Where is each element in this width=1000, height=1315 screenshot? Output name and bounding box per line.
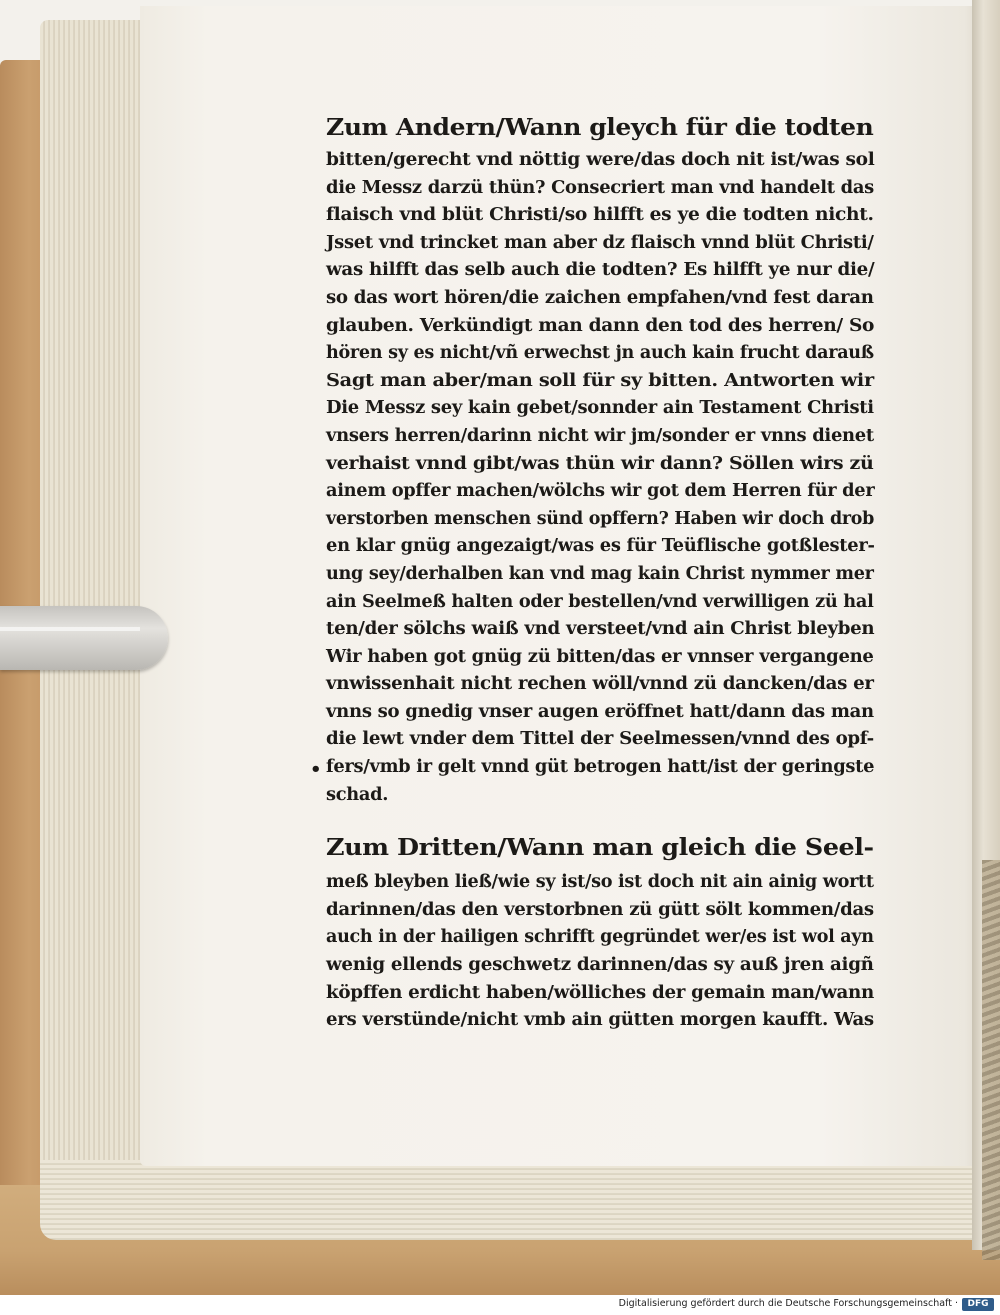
text-line: ers verstünde/nicht vmb ain gütten morgen kaufft. Was <box>326 1009 874 1031</box>
text-line: hören sy es nicht/vñ erwechst jn auch kain frucht darauß <box>326 342 874 364</box>
text-line: Zum Andern/Wann gleych für die todten <box>326 114 874 141</box>
text-line: vnsers herren/darinn nicht wir jm/sonder er vnns dienet <box>326 424 874 446</box>
page-holder-clip <box>0 606 168 670</box>
spine-binding <box>982 860 1000 1260</box>
text-line: schad. <box>326 783 389 805</box>
text-line: ainem opffer machen/wölchs wir got dem Herren für der <box>326 480 875 502</box>
text-line: fers/vmb ir gelt vnnd güt betrogen hatt/ist der geringste <box>326 756 875 778</box>
footer-bar <box>0 1295 1000 1315</box>
text-line: wenig ellends geschwetz darinnen/das sy auß jren aigñ <box>326 954 874 976</box>
text-line: bitten/gerecht vnd nöttig were/das doch nit ist/was sol <box>326 149 875 170</box>
paragraph-zum-andern <box>310 110 886 808</box>
paragraph-zum-dritten <box>326 828 886 1034</box>
dfg-logo: DFG <box>962 1298 994 1311</box>
text-line: was hilfft das selb auch die todten? Es hilfft ye nur die/ <box>326 259 875 281</box>
text-line: darinnen/das den verstorbnen zü gütt sölt kommen/das <box>326 898 874 920</box>
text-line: Sagt man aber/man soll für sy bitten. Antworten wir <box>326 369 874 391</box>
text-line: verstorben menschen sünd opffern? Haben wir doch drob <box>326 507 875 529</box>
text-line: flaisch vnd blüt Christi/so hilfft es ye die todten nicht. <box>326 204 874 226</box>
text-line: en klar gnüg angezaigt/was es für Teüflische gotßlester- <box>326 535 875 557</box>
text-line: ain Seelmeß halten oder bestellen/vnd verwilligen zü hal <box>326 590 874 612</box>
margin-marker: • <box>310 759 322 780</box>
funding-credit: Digitalisierung gefördert durch die Deutsche Forschungsgemeinschaft · <box>618 1298 958 1309</box>
text-line: verhaist vnnd gibt/was thün wir dann? Söllen wirs zü <box>326 452 874 474</box>
text-line: ten/der sölchs waiß vnd versteet/vnd ain Christ bleyben <box>326 618 875 640</box>
text-line: Wir haben got gnüg zü bitten/das er vnnser vergangene <box>326 645 874 667</box>
page-stack-bottom-edge <box>40 1160 1000 1240</box>
text-line: meß bleyben ließ/wie sy ist/so ist doch nit ain ainig wortt <box>326 871 874 893</box>
text-line: Zum Dritten/Wann man gleich die Seel- <box>326 834 874 862</box>
text-line: glauben. Verkündigt man dann den tod des herren/ So <box>326 314 875 336</box>
text-line: Jsset vnd trincket man aber dz flaisch vnnd blüt Christi/ <box>326 231 874 253</box>
text-line: vnwissenhait nicht rechen wöll/vnnd zü dancken/das er <box>326 673 874 695</box>
text-line: ung sey/derhalben kan vnd mag kain Christ nymmer mer <box>326 562 874 584</box>
text-line: köpffen erdicht haben/wölliches der gemain man/wann <box>326 981 875 1003</box>
text-line: vnns so gnedig vnser augen eröffnet hatt/dann das man <box>326 700 874 722</box>
text-line: so das wort hören/die zaichen empfahen/vnd fest daran <box>326 286 874 308</box>
text-line: Die Messz sey kain gebet/sonnder ain Testament Christi <box>326 397 874 419</box>
text-line: die lewt vnder dem Tittel der Seelmessen/vnnd des opf- <box>326 728 874 750</box>
text-line: auch in der hailigen schrifft gegründet wer/es ist wol ayn <box>326 926 874 948</box>
text-line: die Messz darzü thün? Consecriert man vnd handelt das <box>326 176 874 198</box>
clip-highlight <box>0 627 140 631</box>
printed-text-block <box>310 110 886 1031</box>
